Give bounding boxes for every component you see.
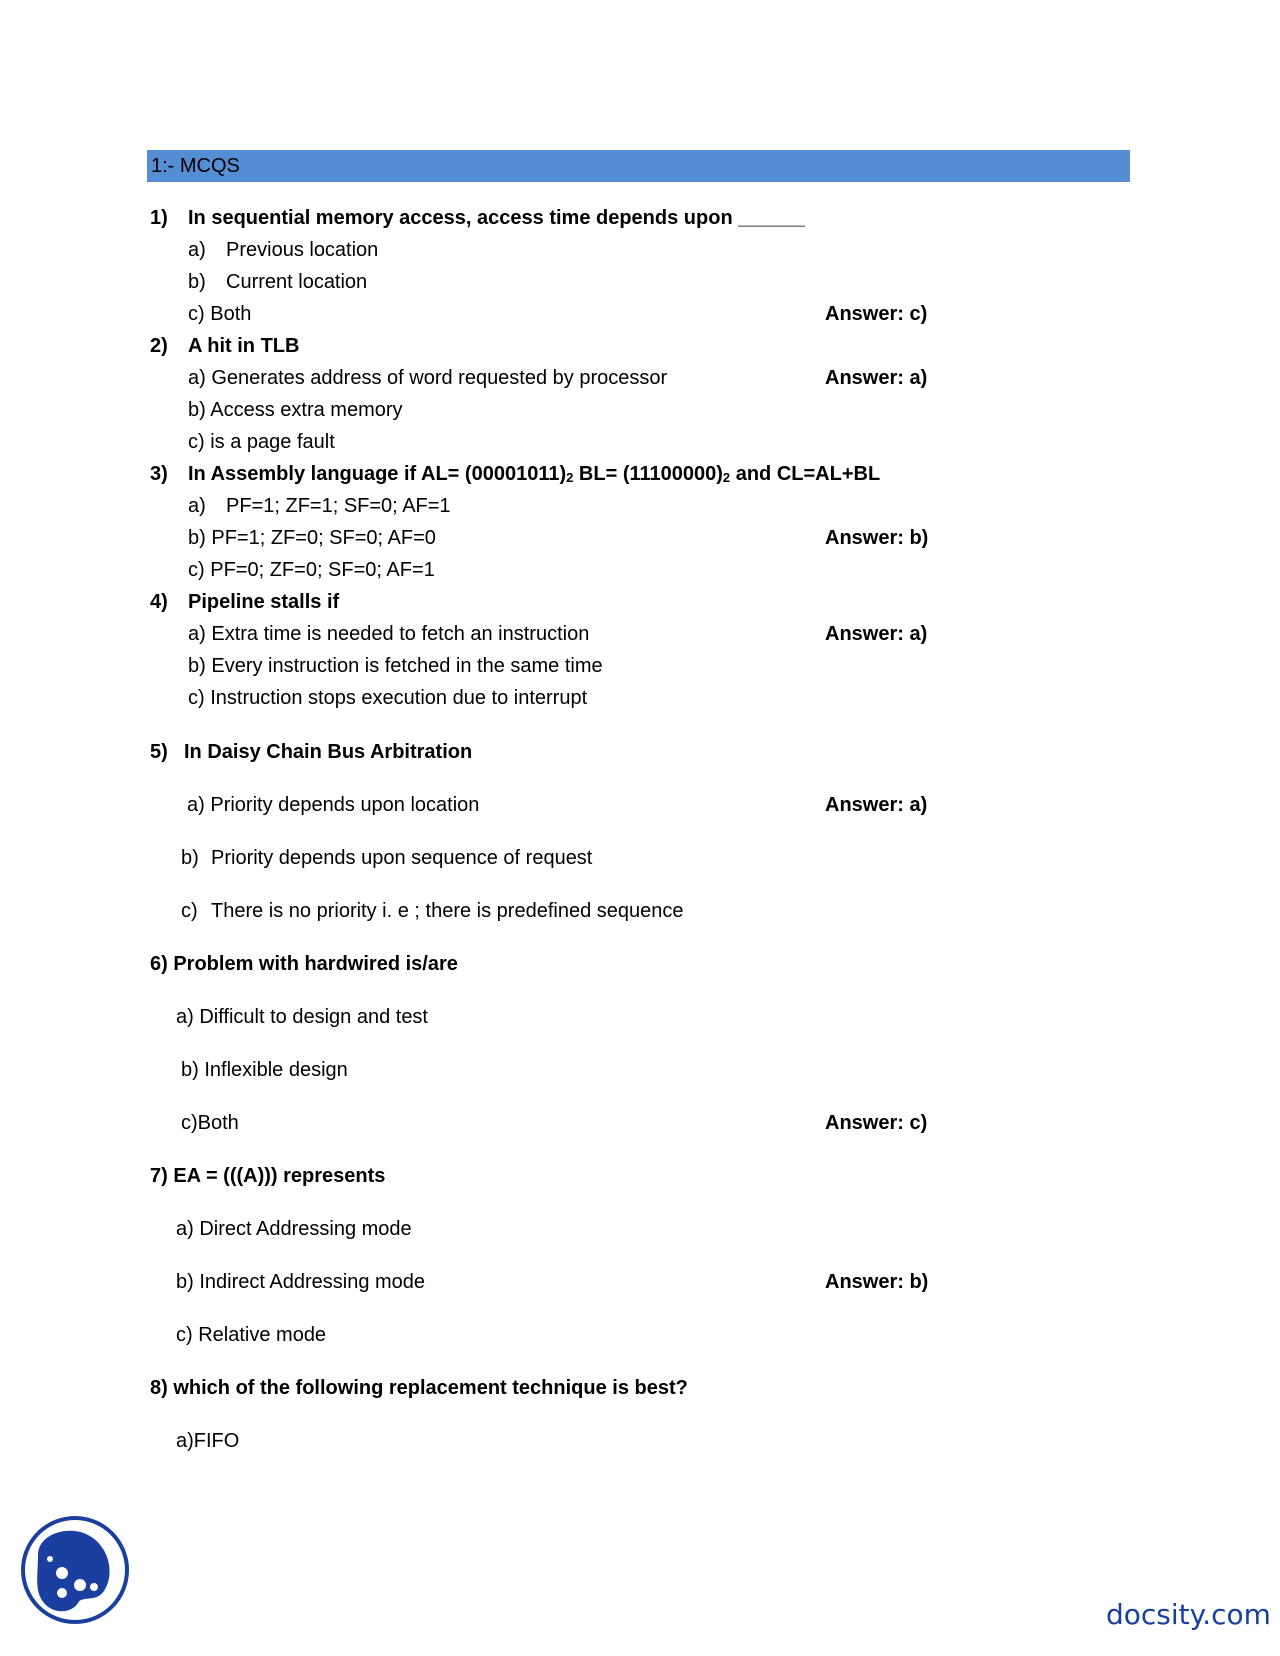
option-label: a) xyxy=(188,239,206,261)
option-text: Priority depends upon location xyxy=(210,794,480,816)
option-text: PF=0; ZF=0; SF=0; AF=1 xyxy=(210,559,435,581)
option-label: b) xyxy=(188,271,206,293)
question-8: 8) which of the following replacement technique is best? xyxy=(150,1377,688,1399)
answer-3: Answer: b) xyxy=(825,527,929,549)
section-header: 1:- MCQS xyxy=(147,150,1130,182)
answer-5: Answer: a) xyxy=(825,794,928,816)
answer-1: Answer: c) xyxy=(825,303,928,325)
option-text: Extra time is needed to fetch an instruction xyxy=(211,623,590,645)
question-5 xyxy=(150,740,472,764)
option-2b xyxy=(188,398,403,422)
option-text: Generates address of word requested by processor xyxy=(211,367,668,389)
question-number: 1) xyxy=(150,207,168,229)
option-label: c) xyxy=(188,559,205,581)
answer-6: Answer: c) xyxy=(825,1112,928,1134)
logo-graphic xyxy=(20,1515,130,1625)
question-number: 5) xyxy=(150,741,168,763)
option-4a xyxy=(188,622,589,646)
option-label: a) xyxy=(188,495,206,517)
option-4c xyxy=(188,686,587,710)
option-5b xyxy=(181,846,592,870)
option-label: b) xyxy=(188,655,206,677)
option-text: Current location xyxy=(226,271,368,293)
option-text: Access extra memory xyxy=(210,399,403,421)
option-label: a) xyxy=(187,794,205,816)
question-number: 2) xyxy=(150,335,168,357)
option-4b xyxy=(188,654,603,678)
option-label: b) xyxy=(188,527,206,549)
question-7: 7) EA = (((A))) represents xyxy=(150,1165,386,1187)
option-text: Every instruction is fetched in the same time xyxy=(211,655,603,677)
question-text: Pipeline stalls if xyxy=(188,591,340,613)
question-3 xyxy=(150,462,880,490)
option-label: c) xyxy=(181,900,198,922)
question-4 xyxy=(150,590,339,614)
option-label: b) xyxy=(188,399,206,421)
option-text: Priority depends upon sequence of request xyxy=(211,847,593,869)
question-text: In sequential memory access, access time depends upon ______ xyxy=(188,207,805,229)
option-6c: c)Both xyxy=(181,1112,239,1134)
option-8a: a)FIFO xyxy=(176,1430,240,1452)
option-label: c) xyxy=(188,431,205,453)
option-label: b) xyxy=(181,847,199,869)
option-1b xyxy=(188,270,367,294)
option-7c: c) Relative mode xyxy=(176,1324,327,1346)
question-text: In Daisy Chain Bus Arbitration xyxy=(184,741,473,763)
subscript: 2 xyxy=(722,470,731,485)
option-text: is a page fault xyxy=(210,431,335,453)
option-3c xyxy=(188,558,435,582)
answer-4: Answer: a) xyxy=(825,623,928,645)
option-5a xyxy=(187,793,479,817)
option-text: Instruction stops execution due to interrupt xyxy=(210,687,588,709)
docsity-logo-icon[interactable] xyxy=(20,1515,130,1625)
question-text: and CL=AL+BL xyxy=(730,463,881,485)
option-1c xyxy=(188,302,251,326)
answer-2: Answer: a) xyxy=(825,367,928,389)
option-text: Previous location xyxy=(226,239,379,261)
option-7a: a) Direct Addressing mode xyxy=(176,1218,412,1240)
option-label: c) xyxy=(188,687,205,709)
question-number: 4) xyxy=(150,591,168,613)
question-1 xyxy=(150,206,805,230)
question-text: A hit in TLB xyxy=(188,335,300,357)
option-6a: a) Difficult to design and test xyxy=(176,1006,428,1028)
question-text: In Assembly language if AL= (00001011) xyxy=(188,463,567,485)
option-text: PF=1; ZF=0; SF=0; AF=0 xyxy=(211,527,436,549)
option-label: a) xyxy=(188,623,206,645)
option-1a xyxy=(188,238,378,262)
option-text: PF=1; ZF=1; SF=0; AF=1 xyxy=(226,495,451,517)
option-text: There is no priority i. e ; there is predefined sequence xyxy=(211,900,684,922)
option-7b: b) Indirect Addressing mode xyxy=(176,1271,426,1293)
option-text: Both xyxy=(210,303,252,325)
answer-7: Answer: b) xyxy=(825,1271,929,1293)
option-5c xyxy=(181,899,683,923)
question-number: 3) xyxy=(150,463,168,485)
question-text: BL= (11100000) xyxy=(573,463,723,485)
option-2a xyxy=(188,366,667,390)
option-label: a) xyxy=(188,367,206,389)
docsity-brand-link[interactable]: docsity.com xyxy=(1106,1598,1271,1631)
question-2 xyxy=(150,334,299,358)
option-label: c) xyxy=(188,303,205,325)
option-3b xyxy=(188,526,436,550)
option-6b: b) Inflexible design xyxy=(181,1059,348,1081)
question-6: 6) Problem with hardwired is/are xyxy=(150,953,458,975)
subscript: 2 xyxy=(566,470,574,485)
option-2c xyxy=(188,430,335,454)
option-3a xyxy=(188,494,451,518)
